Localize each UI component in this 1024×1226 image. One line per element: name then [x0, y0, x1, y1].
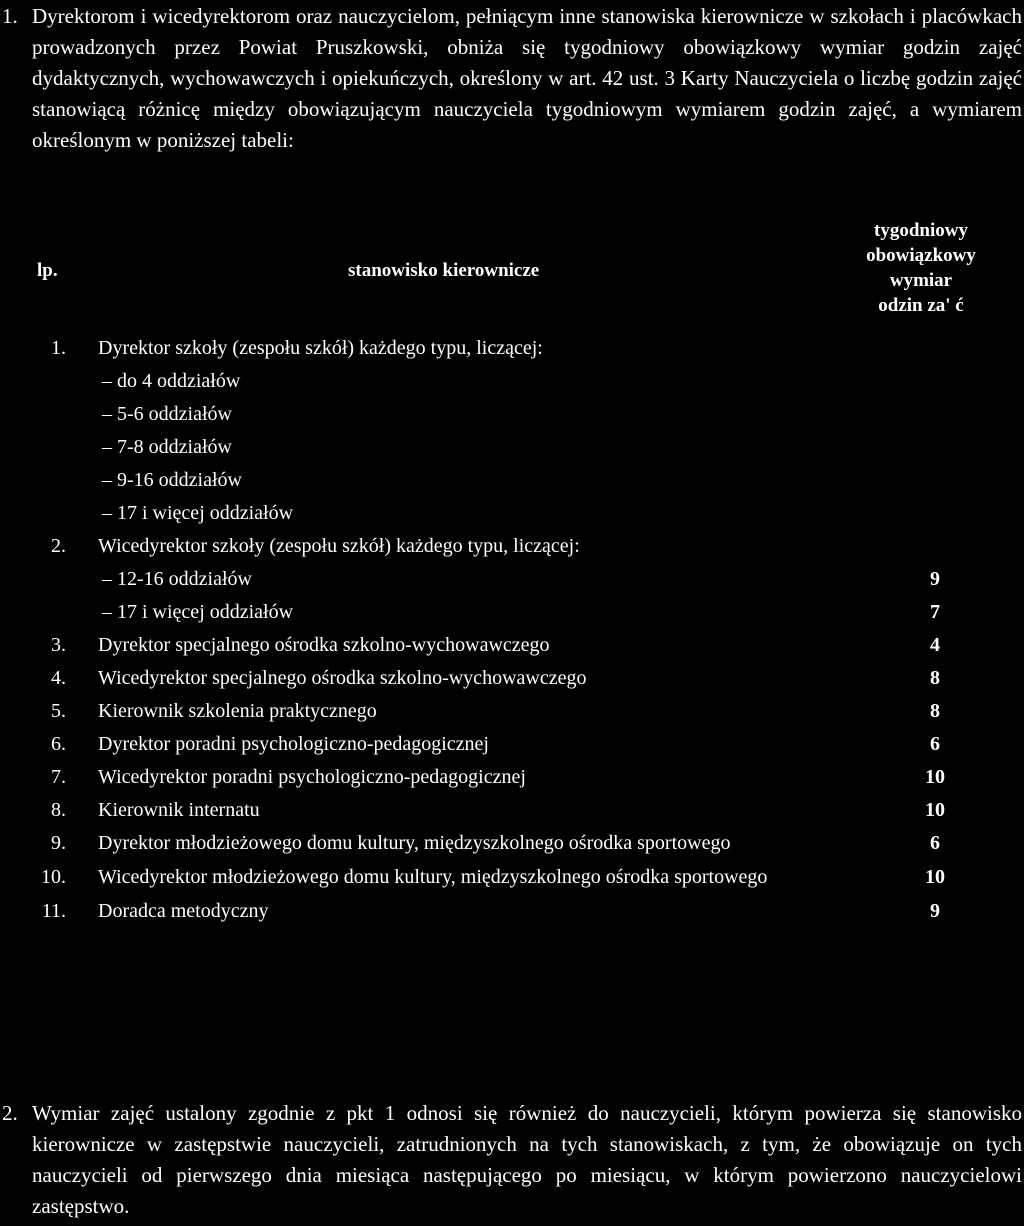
table-row: [0, 431, 1024, 464]
table-row: [0, 662, 1024, 695]
row-position: Wicedyrektor młodzieżowego domu kultury, międzyszkolnego ośrodka sportowego: [98, 866, 768, 888]
table-row: [0, 861, 1024, 895]
paragraph-2: [0, 1098, 1024, 1222]
table-header-lp: lp.: [37, 260, 58, 281]
row-hours: 10: [925, 799, 945, 821]
row-hours: 9: [930, 900, 940, 922]
row-hours: 7: [930, 601, 940, 623]
table-row: [0, 827, 1024, 861]
paragraph-2-number: 2.: [2, 1101, 18, 1125]
table-row: [0, 365, 1024, 398]
row-position: – 9-16 oddziałów: [102, 469, 242, 491]
row-position: – 17 i więcej oddziałów: [102, 502, 294, 524]
row-number: 10.: [41, 866, 66, 888]
table-row: [0, 398, 1024, 431]
row-position: – 7-8 oddziałów: [102, 436, 232, 458]
row-position: Kierownik szkolenia praktycznego: [98, 700, 377, 722]
table-row: [0, 464, 1024, 497]
row-number: 9.: [51, 832, 66, 854]
row-position: Dyrektor młodzieżowego domu kultury, międzyszkolnego ośrodka sportowego: [98, 832, 731, 854]
table-header-position: stanowisko kierownicze: [348, 260, 540, 281]
row-number: 7.: [51, 766, 66, 788]
paragraph-2-text: Wymiar zajęć ustalony zgodnie z pkt 1 odnosi się również do nauczycieli, którym powierza się stanowisko kierownicze w zastępstwie nauczycieli, zatrudnionych na tych stanowiskach, z tym, że obowiązuje on tych nauczycieli od pierwszego dnia miesiąca następującego po miesiącu, w którym powierzono nauczycielowi zastępstwo.: [32, 1101, 1022, 1218]
row-hours: 6: [930, 832, 940, 854]
row-position: Kierownik internatu: [98, 799, 260, 821]
row-number: 4.: [51, 667, 66, 689]
row-hours: 10: [925, 866, 945, 888]
row-number: 1.: [51, 337, 66, 359]
table-header-hours-line-4: odzin za' ć: [878, 295, 964, 316]
paragraph-1-number: 1.: [2, 4, 18, 28]
row-position: – 5-6 oddziałów: [102, 403, 232, 425]
table-header-hours: [826, 218, 1016, 318]
row-position: – do 4 oddziałów: [102, 370, 241, 392]
row-hours: 8: [930, 667, 940, 689]
table-row: [0, 629, 1024, 662]
row-hours: 8: [930, 700, 940, 722]
table-row: [0, 332, 1024, 365]
row-position: Dyrektor specjalnego ośrodka szkolno-wychowawczego: [98, 634, 550, 656]
paragraph-1: [0, 1, 1024, 156]
row-number: 8.: [51, 799, 66, 821]
row-position: Wicedyrektor poradni psychologiczno-pedagogicznej: [98, 766, 526, 788]
row-hours: 6: [930, 733, 940, 755]
table-row: [0, 695, 1024, 728]
row-position: – 12-16 oddziałów: [102, 568, 252, 590]
table-body: [0, 332, 1024, 928]
row-position: Doradca metodyczny: [98, 900, 269, 922]
table-row: [0, 761, 1024, 794]
table-row: [0, 728, 1024, 761]
row-hours: 4: [930, 634, 940, 656]
table-row: [0, 563, 1024, 596]
table-row: [0, 895, 1024, 928]
table-row: [0, 530, 1024, 563]
row-number: 11.: [41, 900, 66, 922]
row-number: 6.: [51, 733, 66, 755]
row-position: Dyrektor poradni psychologiczno-pedagogicznej: [98, 733, 489, 755]
table-header-hours-line-2: obowiązkowy: [866, 245, 976, 266]
row-position: – 17 i więcej oddziałów: [102, 601, 294, 623]
paragraph-1-text: Dyrektorom i wicedyrektorom oraz nauczycielom, pełniącym inne stanowiska kierownicze w szkołach i placówkach prowadzonych przez Powiat Pruszkowski, obniża się tygodniowy obowiązkowy wymiar godzin zajęć dydaktycznych, wychowawczych i opiekuńczych, określony w art. 42 ust. 3 Karty Nauczyciela o liczbę godzin zajęć stanowiącą różnicę między obowiązującym nauczyciela tygodniowym wymiarem godzin zajęć, a wymiarem określonym w poniższej tabeli:: [32, 4, 1022, 152]
row-position: Dyrektor szkoły (zespołu szkół) każdego typu, liczącej:: [98, 337, 543, 359]
row-number: 3.: [51, 634, 66, 656]
row-position: Wicedyrektor szkoły (zespołu szkół) każdego typu, liczącej:: [98, 535, 580, 557]
table-row: [0, 497, 1024, 530]
table-header-hours-line-1: tygodniowy: [874, 220, 968, 241]
row-hours: 10: [925, 766, 945, 788]
row-hours: 9: [930, 568, 940, 590]
row-number: 2.: [51, 535, 66, 557]
row-position: Wicedyrektor specjalnego ośrodka szkolno-wychowawczego: [98, 667, 587, 689]
row-number: 5.: [51, 700, 66, 722]
table-row: [0, 596, 1024, 629]
table-header-hours-line-3: wymiar: [889, 270, 953, 291]
table-row: [0, 794, 1024, 827]
